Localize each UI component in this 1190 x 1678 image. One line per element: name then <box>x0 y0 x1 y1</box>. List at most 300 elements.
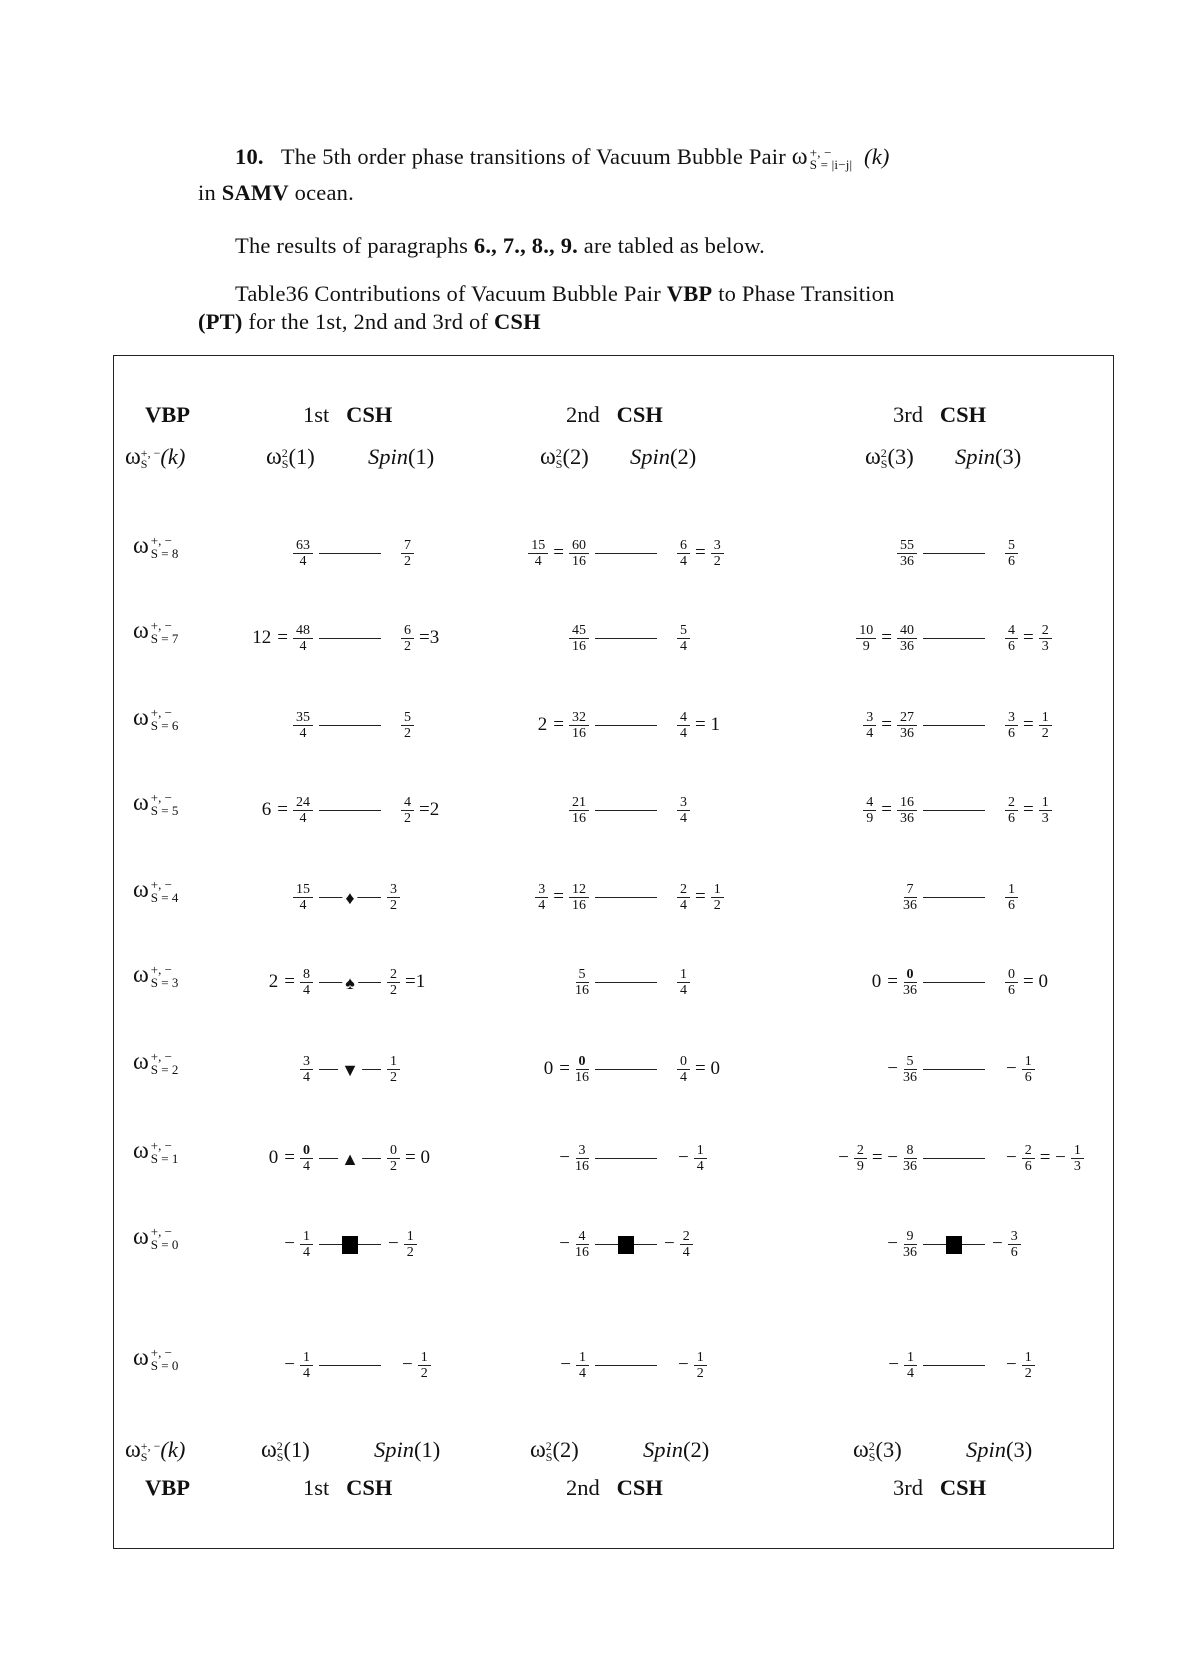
cell-left-expression <box>533 881 591 913</box>
line <box>923 638 985 639</box>
diamond-icon: ♦ <box>342 889 357 907</box>
denominator: 36 <box>903 897 917 913</box>
section-title-text: The 5th order phase transitions of Vacuum Bubble Pair <box>280 144 786 169</box>
omega-sup: +, − <box>150 1224 172 1240</box>
denominator: 2 <box>390 897 397 913</box>
ref-7: 7., <box>502 233 526 258</box>
fraction <box>1071 1143 1084 1174</box>
fraction <box>300 1229 313 1260</box>
line <box>923 897 985 898</box>
square-icon <box>946 1236 962 1254</box>
numerator: 3 <box>535 882 548 898</box>
cell-left-expression <box>895 537 919 569</box>
fraction <box>569 623 589 654</box>
math-token: 12 <box>252 627 272 648</box>
numerator: 1 <box>694 1350 707 1366</box>
cell-right-expression <box>675 622 692 654</box>
math-token: = <box>881 714 892 735</box>
numerator: 2 <box>387 967 400 983</box>
omega-sub: S <box>140 456 148 471</box>
cell-left-expression <box>556 1142 591 1174</box>
numerator: 55 <box>897 538 917 554</box>
spin-heading <box>630 444 696 470</box>
omega-symbol: ω <box>865 444 881 470</box>
omega-sub: S = 2 <box>150 1062 179 1078</box>
numerator: 5 <box>677 623 690 639</box>
cell-left-expression <box>291 881 315 913</box>
omega-symbol: ω <box>133 1224 149 1250</box>
line <box>595 725 657 726</box>
results-sentence <box>235 233 765 259</box>
numerator: 4 <box>576 1229 589 1245</box>
fraction <box>293 538 313 569</box>
cell-right-expression <box>675 881 726 913</box>
omega-sup: 2 <box>868 1438 875 1453</box>
math-token: = <box>553 714 564 735</box>
math-token: = − <box>871 1147 898 1168</box>
cell-right-expression <box>1003 537 1020 569</box>
numerator: 5 <box>1005 538 1018 554</box>
transition-line <box>319 888 381 908</box>
denominator: 4 <box>907 1365 914 1381</box>
numerator: 7 <box>904 882 917 898</box>
denominator: 3 <box>1041 810 1049 826</box>
cell-left-expression <box>541 1053 591 1085</box>
omega-symbol: ω <box>133 790 149 816</box>
numerator: 1 <box>694 1143 707 1159</box>
numerator: 0 <box>387 1143 400 1159</box>
cell-left-expression <box>869 966 919 998</box>
denominator: 6 <box>1008 638 1015 654</box>
omega-sub: S = 4 <box>150 890 179 906</box>
table-frame <box>113 355 1114 1549</box>
denominator: 16 <box>575 1069 589 1085</box>
omega-squared-heading <box>540 444 589 471</box>
omega-symbol: ω <box>125 1437 141 1463</box>
cell-left-expression <box>567 622 591 654</box>
cell-right-expression <box>399 1349 433 1381</box>
numerator: 1 <box>677 967 690 983</box>
transition-line <box>923 1365 985 1367</box>
denominator: 4 <box>303 1158 310 1174</box>
denominator: 36 <box>903 1244 917 1260</box>
csh-label: CSH <box>616 402 663 427</box>
text: to Phase Transition <box>718 281 895 306</box>
cell-right-expression <box>385 966 428 998</box>
math-token: 2 <box>537 714 548 735</box>
spin-arg: (2) <box>683 1437 710 1462</box>
fraction <box>1022 1054 1035 1085</box>
line <box>595 1158 657 1159</box>
math-token: = 0 <box>695 1058 720 1079</box>
fraction <box>903 1229 917 1260</box>
numerator: 1 <box>1039 710 1052 726</box>
denominator: 36 <box>900 810 914 826</box>
fraction <box>404 1229 417 1260</box>
denominator: 16 <box>572 897 586 913</box>
cell-right-expression <box>1003 622 1054 654</box>
line <box>595 810 657 811</box>
fraction <box>293 710 313 741</box>
omega-symbol: ω <box>530 1437 546 1463</box>
omega-sub: S = 1 <box>150 1151 179 1167</box>
line <box>923 982 985 983</box>
cell-right-expression <box>1003 966 1051 998</box>
omega-k-heading <box>125 1437 185 1464</box>
omega-sub: S <box>276 1449 284 1464</box>
numerator: 0 <box>300 1143 313 1159</box>
cell-left-expression <box>535 709 591 741</box>
fraction <box>1005 967 1018 998</box>
cell-right-expression <box>675 794 692 826</box>
omega-sub: S <box>140 1449 148 1464</box>
math-token: = <box>695 542 706 563</box>
fraction <box>677 795 690 826</box>
numerator: 0 <box>576 1054 589 1070</box>
denominator: 36 <box>900 638 914 654</box>
omega-sub: S = 6 <box>150 718 179 734</box>
fraction <box>677 538 690 569</box>
cell-right-expression <box>1003 709 1054 741</box>
math-token: = <box>695 886 706 907</box>
cell-left-expression <box>854 622 919 654</box>
line <box>923 1069 985 1070</box>
omega-symbol: ω <box>133 618 149 644</box>
line <box>319 725 381 726</box>
denominator: 36 <box>900 725 914 741</box>
fraction <box>903 882 917 913</box>
math-token: − <box>992 1233 1003 1254</box>
fraction <box>1039 623 1052 654</box>
fraction <box>576 1350 589 1381</box>
transition-line <box>319 1365 381 1367</box>
omega-symbol: ω <box>853 1437 869 1463</box>
math-token: = <box>553 886 564 907</box>
omega-sub: S <box>880 456 888 471</box>
fraction <box>856 623 876 654</box>
triangle-down-icon: ▼ <box>338 1061 362 1079</box>
numerator: 7 <box>401 538 414 554</box>
numerator: 2 <box>1005 795 1018 811</box>
cell-left-expression <box>861 794 919 826</box>
fraction <box>575 967 589 998</box>
csh-heading <box>566 402 663 428</box>
fraction <box>1039 795 1052 826</box>
line <box>923 725 985 726</box>
cell-left-expression <box>861 709 919 741</box>
math-token: − <box>664 1233 675 1254</box>
numerator: 15 <box>293 882 313 898</box>
spin-label: Spin <box>643 1437 684 1462</box>
numerator: 6 <box>401 623 414 639</box>
omega-indices <box>151 619 179 645</box>
numerator: 5 <box>904 1054 917 1070</box>
denominator: 16 <box>575 1244 589 1260</box>
denominator: 4 <box>680 638 687 654</box>
cell-left-expression <box>557 1349 591 1381</box>
math-token: = <box>553 542 564 563</box>
section-number: 10. <box>235 144 264 169</box>
line <box>595 897 657 898</box>
numerator: 1 <box>300 1350 313 1366</box>
math-token: = <box>1023 714 1034 735</box>
square-icon <box>618 1236 634 1254</box>
omega-sup: 2 <box>545 1438 552 1453</box>
omega-symbol: ω <box>266 444 282 470</box>
csh-heading <box>303 402 392 428</box>
denominator: 6 <box>1024 1158 1032 1174</box>
transition-line <box>923 1244 985 1246</box>
math-token: − <box>888 1354 899 1375</box>
numerator: 1 <box>387 1054 400 1070</box>
cell-left-expression <box>266 966 315 998</box>
omega-sub: S = |i−j| <box>809 156 853 172</box>
transition-line <box>319 725 381 727</box>
denominator: 16 <box>575 982 589 998</box>
csh-label: CSH <box>616 1475 663 1500</box>
omega-sub: S <box>545 1449 553 1464</box>
math-token: = <box>881 627 892 648</box>
math-token: − <box>559 1147 570 1168</box>
numerator: 2 <box>677 882 690 898</box>
denominator: 6 <box>1008 725 1015 741</box>
denominator: 4 <box>538 897 546 913</box>
triangle-up-icon: ▲ <box>338 1150 362 1168</box>
denominator: 2 <box>406 1244 414 1260</box>
spin-heading <box>643 1437 709 1463</box>
fraction <box>300 1054 313 1085</box>
omega-arg: (3) <box>875 1437 902 1462</box>
spin-heading <box>368 444 434 470</box>
fraction <box>863 795 876 826</box>
fraction <box>300 967 313 998</box>
denominator: 3 <box>1073 1158 1081 1174</box>
numerator: 9 <box>904 1229 917 1245</box>
row-label-omega <box>133 533 178 560</box>
spin-heading <box>955 444 1021 470</box>
math-token: = <box>887 971 898 992</box>
vbp-label: VBP <box>145 1475 190 1500</box>
numerator: 1 <box>711 882 724 898</box>
fraction <box>1005 538 1018 569</box>
denominator: 6 <box>1010 1244 1018 1260</box>
math-token: = 0 <box>1023 971 1048 992</box>
row-label-omega <box>133 705 178 732</box>
omega-indices <box>140 445 161 471</box>
math-token: − <box>678 1354 689 1375</box>
numerator: 3 <box>677 795 690 811</box>
cell-left-expression <box>526 537 591 569</box>
math-token: = <box>277 799 288 820</box>
math-token: − <box>388 1233 399 1254</box>
csh-ordinal: 1st <box>303 1475 330 1500</box>
math-token: = 1 <box>695 714 720 735</box>
omega-arg: (k) <box>864 144 890 169</box>
denominator: 4 <box>303 1365 310 1381</box>
row-label-omega <box>133 1049 178 1076</box>
vbp-label: VBP <box>145 402 190 427</box>
omega-arg: (1) <box>283 1437 310 1462</box>
omega-sup: +, − <box>150 705 172 721</box>
denominator: 2 <box>713 553 721 569</box>
fraction <box>854 1143 867 1174</box>
spin-arg: (1) <box>408 444 435 469</box>
cell-left-expression <box>281 1228 315 1260</box>
omega-indices <box>151 1225 179 1251</box>
section-heading <box>235 144 890 171</box>
fraction <box>575 1054 589 1085</box>
transition-line <box>923 725 985 727</box>
omega-squared-heading <box>261 1437 310 1464</box>
cell-right-expression <box>1003 794 1054 826</box>
numerator: 63 <box>293 538 313 554</box>
spin-label: Spin <box>374 1437 415 1462</box>
numerator: 2 <box>1022 1143 1035 1159</box>
cell-left-expression <box>266 1142 315 1174</box>
omega-squared-heading <box>853 1437 902 1464</box>
denominator: 4 <box>680 1069 687 1085</box>
omega-indices <box>151 878 179 904</box>
denominator: 4 <box>696 1158 704 1174</box>
denominator: 6 <box>1008 553 1015 569</box>
denominator: 2 <box>404 638 411 654</box>
transition-line <box>595 725 657 727</box>
omega-squared-heading <box>530 1437 579 1464</box>
cell-right-expression <box>989 1228 1023 1260</box>
fraction <box>677 882 690 913</box>
csh-heading <box>303 1475 392 1501</box>
omega-indices <box>809 144 853 172</box>
fraction <box>903 1054 917 1085</box>
numerator: 1 <box>904 1350 917 1366</box>
fraction <box>575 1143 589 1174</box>
transition-line <box>595 1244 657 1246</box>
denominator: 4 <box>534 553 542 569</box>
transition-line <box>923 638 985 640</box>
section-heading-line2 <box>198 180 354 206</box>
transition-line <box>595 553 657 555</box>
spin-arg: (2) <box>670 444 697 469</box>
math-token: = <box>1023 627 1034 648</box>
cell-left-expression <box>291 709 315 741</box>
omega-sup: +, − <box>809 144 832 160</box>
transition-line <box>319 810 381 812</box>
row-label-omega <box>133 618 178 645</box>
omega-sup: +, − <box>140 1438 161 1453</box>
cell-left-expression <box>885 1349 919 1381</box>
omega-sup: +, − <box>150 1049 172 1065</box>
omega-sub: S = 0 <box>150 1237 179 1253</box>
numerator: 4 <box>1005 623 1018 639</box>
csh-label: CSH <box>939 402 987 427</box>
samv-term: SAMV <box>221 180 289 205</box>
fraction <box>897 538 917 569</box>
csh-term: CSH <box>493 309 541 334</box>
fraction <box>1039 710 1052 741</box>
line <box>595 553 657 554</box>
denominator: 2 <box>404 725 411 741</box>
omega-sub: S <box>281 456 289 471</box>
omega-sub: S <box>868 1449 876 1464</box>
transition-line <box>319 553 381 555</box>
math-token: = 0 <box>405 1147 430 1168</box>
transition-line <box>595 1069 657 1071</box>
omega-sub: S = 0 <box>150 1358 179 1374</box>
fraction <box>1005 795 1018 826</box>
math-token: = <box>1023 799 1034 820</box>
denominator: 4 <box>579 1365 586 1381</box>
omega-sup: +, − <box>150 1138 172 1154</box>
denominator: 2 <box>1024 1365 1032 1381</box>
ref-6: 6., <box>473 233 497 258</box>
denominator: 6 <box>1008 982 1015 998</box>
numerator: 2 <box>680 1229 693 1245</box>
fraction <box>677 623 690 654</box>
omega-symbol: ω <box>133 1138 149 1164</box>
omega-symbol: ω <box>540 444 556 470</box>
math-token: = <box>881 799 892 820</box>
cell-left-expression <box>259 794 315 826</box>
transition-line <box>595 638 657 640</box>
csh-ordinal: 3rd <box>893 1475 923 1500</box>
row-label-omega <box>133 1138 178 1165</box>
math-token: = − <box>1039 1147 1066 1168</box>
fraction <box>293 795 313 826</box>
fraction <box>293 882 313 913</box>
text: The results of paragraphs <box>235 233 469 258</box>
numerator: 27 <box>897 710 917 726</box>
transition-line <box>319 1244 381 1246</box>
fraction <box>711 882 724 913</box>
numerator: 1 <box>404 1229 417 1245</box>
denominator: 2 <box>404 553 411 569</box>
numerator: 45 <box>569 623 589 639</box>
denominator: 4 <box>680 725 687 741</box>
denominator: 16 <box>575 1158 589 1174</box>
numerator: 3 <box>711 538 724 554</box>
math-token: =2 <box>419 799 440 820</box>
denominator: 9 <box>862 638 870 654</box>
fraction <box>569 795 589 826</box>
csh-ordinal: 2nd <box>566 402 600 427</box>
cell-right-expression <box>399 537 416 569</box>
denominator: 2 <box>404 810 411 826</box>
omega-symbol: ω <box>133 533 149 559</box>
numerator: 35 <box>293 710 313 726</box>
denominator: 4 <box>299 897 307 913</box>
numerator: 0 <box>677 1054 690 1070</box>
numerator: 1 <box>1005 882 1018 898</box>
omega-symbol: ω <box>133 877 149 903</box>
math-token: = <box>284 971 295 992</box>
math-token: − <box>678 1147 689 1168</box>
omega-arg: (2) <box>562 444 589 469</box>
fraction <box>694 1143 707 1174</box>
spin-label: Spin <box>966 1437 1007 1462</box>
numerator: 10 <box>856 623 876 639</box>
denominator: 4 <box>303 982 310 998</box>
omega-symbol: ω <box>133 962 149 988</box>
csh-label: CSH <box>346 402 393 427</box>
math-token: 0 <box>543 1058 554 1079</box>
denominator: 4 <box>299 638 307 654</box>
line <box>923 553 985 554</box>
omega-sub: S = 7 <box>150 631 179 647</box>
math-token: 6 <box>261 799 272 820</box>
numerator: 1 <box>1022 1350 1035 1366</box>
numerator: 3 <box>300 1054 313 1070</box>
math-token: − <box>560 1354 571 1375</box>
